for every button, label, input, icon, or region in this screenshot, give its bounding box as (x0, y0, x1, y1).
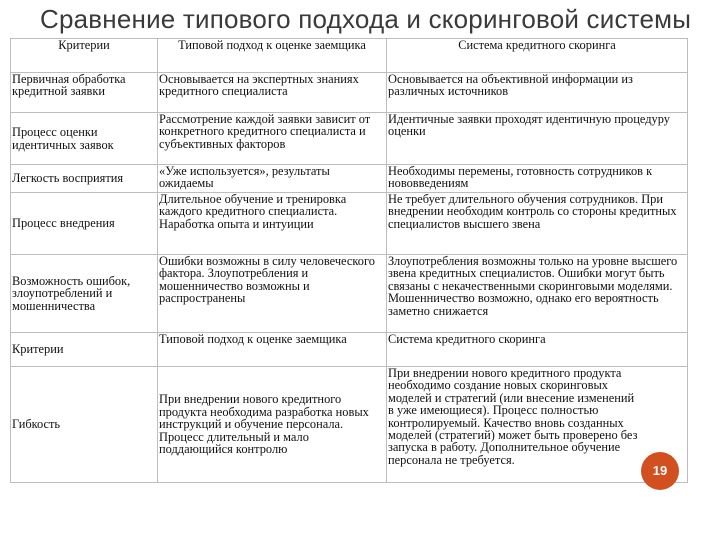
header-scoring-system: Система кредитного скоринга (387, 333, 688, 367)
typical-cell: Рассмотрение каждой заявки зависит от конкретного кредитного специалиста и субъективных факторов (158, 113, 387, 165)
criterion-cell: Первичная обработка кредитной заявки (11, 73, 158, 113)
criterion-cell: Процесс оценки идентичных заявок (11, 113, 158, 165)
scoring-cell: Злоупотребления возможны только на уровне высшего звена кредитных специалистов. Ошибки могут быть связаны с некачественными скоринговыми моделями. Мошенничество возможно, однако его вероятность заметно снижается (387, 255, 688, 333)
criterion-cell: Гибкость (11, 367, 158, 483)
scoring-cell: Идентичные заявки проходят идентичную процедуру оценки (387, 113, 688, 165)
table-row (11, 165, 688, 193)
header-typical-approach: Типовой подход к оценке заемщика (158, 333, 387, 367)
header-typical-approach: Типовой подход к оценке заемщика (158, 39, 387, 73)
typical-cell: Основывается на экспертных знаниях кредитного специалиста (158, 73, 387, 113)
page-number-badge: 19 (641, 452, 679, 490)
scoring-cell: Необходимы перемены, готовность сотрудников к нововведениям (387, 165, 688, 193)
header-criteria: Критерии (11, 39, 158, 73)
comparison-table (10, 38, 688, 483)
criterion-cell: Возможность ошибок, злоупотреблений и мошенничества (11, 255, 158, 333)
scoring-cell: Не требует длительного обучения сотрудников. При внедрении необходим контроль со стороны кредитных специалистов высшего звена (387, 193, 688, 255)
typical-cell: Длительное обучение и тренировка каждого кредитного специалиста. Наработка опыта и интуиции (158, 193, 387, 255)
table-row (11, 73, 688, 113)
table-row (11, 113, 688, 165)
table-row (11, 255, 688, 333)
typical-cell: При внедрении нового кредитного продукта необходима разработка новых инструкций и обучение персонала. Процесс длительный и мало поддающийся контролю (158, 367, 387, 483)
table-header-row (11, 333, 688, 367)
criterion-cell: Легкость восприятия (11, 165, 158, 193)
header-criteria: Критерии (11, 333, 158, 367)
table-row (11, 367, 688, 483)
scoring-cell: При внедрении нового кредитного продукта необходимо создание новых скоринговых моделей и стратегий (или внесение изменений в уже имеющиеся). Процесс полностью контролируемый. Качество вновь созданных моделей (стратегий) может быть проверено без запуска в работу. Дополнительное обучение персонала не требуется. (387, 367, 688, 483)
table-row (11, 193, 688, 255)
table-header-row (11, 39, 688, 73)
header-scoring-system: Система кредитного скоринга (387, 39, 688, 73)
criterion-cell: Процесс внедрения (11, 193, 158, 255)
slide-title: Сравнение типового подхода и скоринговой системы (40, 4, 692, 34)
scoring-cell: Основывается на объективной информации из различных источников (387, 73, 688, 113)
typical-cell: Ошибки возможны в силу человеческого фактора. Злоупотребления и мошенничество возможны и распространены (158, 255, 387, 333)
typical-cell: «Уже используется», результаты ожидаемы (158, 165, 387, 193)
